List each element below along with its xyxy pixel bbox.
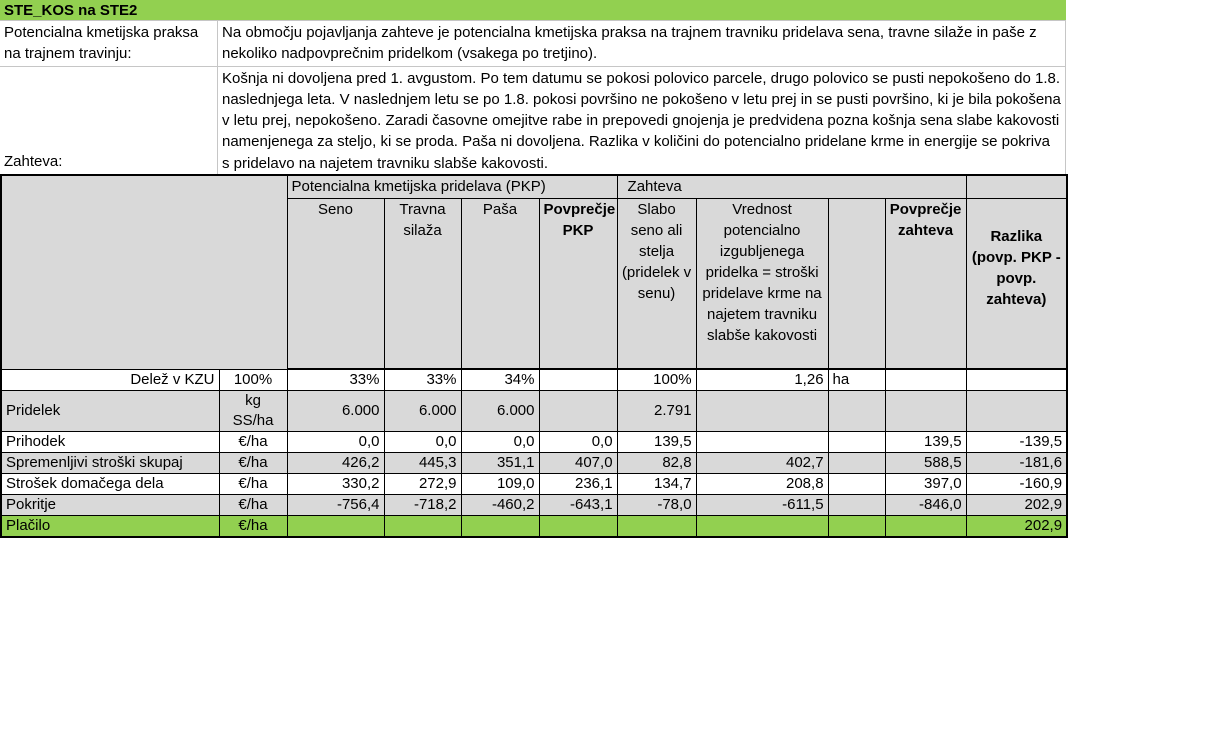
- table-cell[interactable]: [696, 432, 828, 453]
- table-cell[interactable]: 202,9: [966, 516, 1067, 538]
- table-cell[interactable]: [287, 516, 384, 538]
- col-header-povprecje-pkp[interactable]: Povprečje PKP: [539, 198, 617, 369]
- table-cell[interactable]: kg SS/ha: [219, 391, 287, 432]
- table-cell[interactable]: 0,0: [287, 432, 384, 453]
- table-cell[interactable]: [539, 516, 617, 538]
- col-header-travna-silaza[interactable]: Travna silaža: [384, 198, 461, 369]
- table-row-pokritje: [1, 495, 1067, 516]
- table-cell[interactable]: -846,0: [885, 495, 966, 516]
- info-label-zahteva[interactable]: Zahteva:: [0, 67, 218, 174]
- table-cell[interactable]: 109,0: [461, 474, 539, 495]
- table-cell[interactable]: 351,1: [461, 453, 539, 474]
- table-cell[interactable]: 139,5: [617, 432, 696, 453]
- table-cell[interactable]: [461, 516, 539, 538]
- table-cell[interactable]: 33%: [384, 369, 461, 391]
- table-cell[interactable]: 82,8: [617, 453, 696, 474]
- table-cell[interactable]: [828, 516, 885, 538]
- table-cell[interactable]: [966, 391, 1067, 432]
- table-cell[interactable]: 1,26: [696, 369, 828, 391]
- row-label[interactable]: Pokritje: [1, 495, 219, 516]
- table-cell[interactable]: [617, 516, 696, 538]
- table-cell[interactable]: [828, 432, 885, 453]
- row-label[interactable]: Plačilo: [1, 516, 219, 538]
- table-cell[interactable]: -718,2: [384, 495, 461, 516]
- table-cell[interactable]: €/ha: [219, 495, 287, 516]
- table-cell[interactable]: €/ha: [219, 453, 287, 474]
- table-cell[interactable]: 2.791: [617, 391, 696, 432]
- corner-cell: [1, 175, 287, 370]
- table-row-prihodek: [1, 432, 1067, 453]
- table-cell[interactable]: [696, 391, 828, 432]
- info-section: [0, 21, 1066, 174]
- table-cell[interactable]: 426,2: [287, 453, 384, 474]
- table-cell[interactable]: 6.000: [461, 391, 539, 432]
- row-label[interactable]: Spremenljivi stroški skupaj: [1, 453, 219, 474]
- col-header-razlika[interactable]: Razlika (povp. PKP - povp. zahteva): [966, 198, 1067, 369]
- calculation-table: [0, 174, 1068, 539]
- row-label[interactable]: Prihodek: [1, 432, 219, 453]
- col-header-pasa[interactable]: Paša: [461, 198, 539, 369]
- table-cell[interactable]: €/ha: [219, 432, 287, 453]
- table-cell[interactable]: 6.000: [287, 391, 384, 432]
- group-header-blank: [966, 175, 1067, 199]
- col-header-seno[interactable]: Seno: [287, 198, 384, 369]
- table-cell[interactable]: ha: [828, 369, 885, 391]
- col-header-blank: [828, 198, 885, 369]
- table-cell[interactable]: [828, 391, 885, 432]
- row-label[interactable]: Strošek domačega dela: [1, 474, 219, 495]
- table-cell[interactable]: [828, 453, 885, 474]
- table-cell[interactable]: 445,3: [384, 453, 461, 474]
- col-header-slabo-seno[interactable]: Slabo seno ali stelja (pridelek v senu): [617, 198, 696, 369]
- table-cell[interactable]: -460,2: [461, 495, 539, 516]
- table-cell[interactable]: -78,0: [617, 495, 696, 516]
- table-cell[interactable]: 407,0: [539, 453, 617, 474]
- table-cell[interactable]: [539, 391, 617, 432]
- table-cell[interactable]: [539, 369, 617, 391]
- info-label-praksa[interactable]: Potencialna kmetijska praksa na trajnem travinju:: [0, 21, 218, 67]
- table-cell[interactable]: 100%: [617, 369, 696, 391]
- table-cell[interactable]: 0,0: [539, 432, 617, 453]
- table-cell[interactable]: -611,5: [696, 495, 828, 516]
- group-header-pkp[interactable]: Potencialna kmetijska pridelava (PKP): [287, 175, 617, 199]
- table-cell[interactable]: [828, 474, 885, 495]
- table-row-spremenljivi-stroski: [1, 453, 1067, 474]
- table-cell[interactable]: [384, 516, 461, 538]
- table-cell[interactable]: 208,8: [696, 474, 828, 495]
- table-cell[interactable]: [828, 495, 885, 516]
- table-cell[interactable]: [885, 369, 966, 391]
- group-header-zahteva[interactable]: Zahteva: [617, 175, 966, 199]
- table-row-delez-v-kzu: [1, 369, 1067, 391]
- sheet-title[interactable]: STE_KOS na STE2: [0, 0, 1066, 21]
- table-cell[interactable]: 272,9: [384, 474, 461, 495]
- table-cell[interactable]: 397,0: [885, 474, 966, 495]
- table-row-strosek-domacega-dela: [1, 474, 1067, 495]
- table-cell[interactable]: 100%: [219, 369, 287, 391]
- table-cell[interactable]: €/ha: [219, 474, 287, 495]
- table-cell[interactable]: -160,9: [966, 474, 1067, 495]
- table-row-placilo: [1, 516, 1067, 538]
- table-cell[interactable]: 330,2: [287, 474, 384, 495]
- row-label[interactable]: Delež v KZU: [1, 369, 219, 391]
- table-cell[interactable]: 588,5: [885, 453, 966, 474]
- table-cell[interactable]: 402,7: [696, 453, 828, 474]
- table-cell[interactable]: -139,5: [966, 432, 1067, 453]
- table-row-pridelek: [1, 391, 1067, 432]
- col-header-povprecje-zahteva[interactable]: Povprečje zahteva: [885, 198, 966, 369]
- info-text-zahteva[interactable]: Košnja ni dovoljena pred 1. avgustom. Po tem datumu se pokosi polovico parcele, drugo polovico se pusti nepokošeno do 1.8. naslednjega leta. V naslednjem letu se po 1.8. pokosi površino ne pokošeno v letu prej in se pusti površino, ki je bila pokošena v letu prej, nepokošeno. Zaradi časovne omejitve rabe in prepovedi gnojenja je predvidena pozna košnja sena slabe kakovosti namenjenega za steljo, ki se proda. Paša ni dovoljena. Razlika v količini do potencialno pridelane krme in energije se pokriva s pridelavo na najetem travniku slabše kakovosti.: [218, 67, 1066, 174]
- table-cell[interactable]: -181,6: [966, 453, 1067, 474]
- table-cell[interactable]: 134,7: [617, 474, 696, 495]
- table-cell[interactable]: 34%: [461, 369, 539, 391]
- table-cell[interactable]: 236,1: [539, 474, 617, 495]
- table-cell[interactable]: 139,5: [885, 432, 966, 453]
- table-cell[interactable]: €/ha: [219, 516, 287, 538]
- table-cell[interactable]: -756,4: [287, 495, 384, 516]
- table-cell[interactable]: 202,9: [966, 495, 1067, 516]
- table-cell[interactable]: 33%: [287, 369, 384, 391]
- table-cell[interactable]: [885, 391, 966, 432]
- table-cell[interactable]: [696, 516, 828, 538]
- table-cell[interactable]: 0,0: [461, 432, 539, 453]
- row-label[interactable]: Pridelek: [1, 391, 219, 432]
- table-cell[interactable]: 6.000: [384, 391, 461, 432]
- col-header-vrednost[interactable]: Vrednost potencialno izgubljenega pridelka = stroški pridelave krme na najetem travniku slabše kakovosti: [696, 198, 828, 369]
- table-cell[interactable]: [885, 516, 966, 538]
- info-text-praksa[interactable]: Na območju pojavljanja zahteve je potencialna kmetijska praksa na trajnem travniku pridelava sena, travne silaže in paše z nekoliko nadpovprečnim pridelkom (vsakega po tretjino).: [218, 21, 1066, 67]
- table-cell[interactable]: 0,0: [384, 432, 461, 453]
- table-cell[interactable]: -643,1: [539, 495, 617, 516]
- table-cell[interactable]: [966, 369, 1067, 391]
